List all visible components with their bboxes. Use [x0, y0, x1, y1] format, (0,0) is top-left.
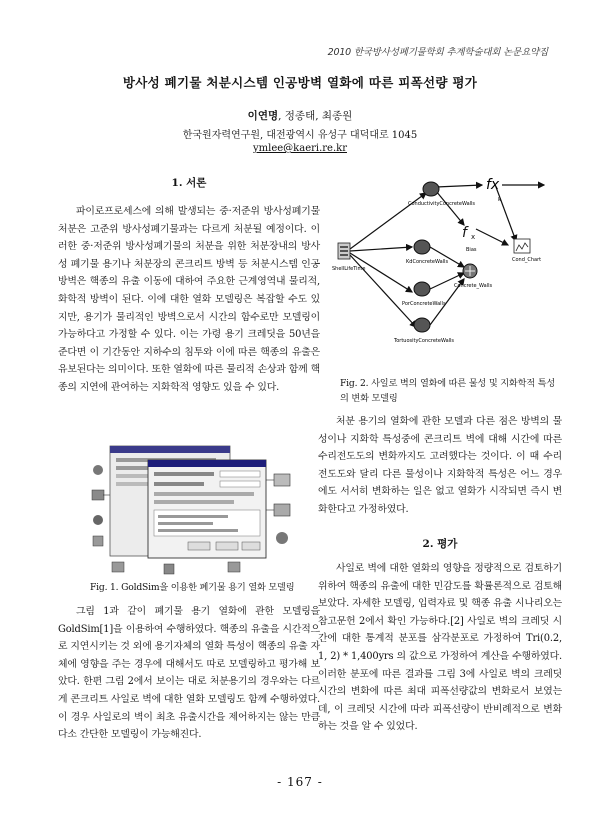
- kd-label: KdConcreteWalls: [406, 259, 449, 265]
- co-authors: , 정종태, 최종원: [278, 110, 353, 122]
- svg-text:x: x: [471, 233, 476, 241]
- running-header: 2010 한국방사성폐기물학회 추계학술대회 논문요약집: [327, 47, 548, 58]
- affiliation: 한국원자력연구원, 대전광역시 유성구 대덕대로 1045: [182, 130, 418, 141]
- figure2-svg: [326, 167, 562, 379]
- section2-heading: 2. 평가: [422, 538, 458, 550]
- figure1-caption: Fig. 1. GoldSim을 이용한 폐기물 용기 열화 모델링: [90, 582, 295, 593]
- paper-title: 방사성 폐기물 처분시스템 인공방벽 열화에 따른 피폭선량 평가: [122, 75, 478, 90]
- section1-continuation: 그림 1과 같이 폐기물 용기 열화에 관한 모델링을 GoldSim[1]을 이용하여 수행하였다. 핵종의 유출을 시간적으로 지연시키는 것 외에 용기자체의 열화 특성이 핵종의 유출 자체에 영향을 주는 경우에 대해서도 따로 모델링하고 평가해 보았다. 한편 그림 2에서 보이는 대로 처분용기의 경우와는 다르게 콘크리트 사일로 벽에 대한 열화 모델링도 함께 수행하였다. 이 경우 사일로의 벽이 최초 유출시간을 제어하지는 않는 만큼 다소 간단한 모델링이 가능해진다.: [58, 606, 320, 741]
- section2-paragraph: 사일로 벽에 대한 열화의 영향을 정량적으로 검토하기 위하여 핵종의 유출에 대한 민감도를 확률론적으로 검토해 보았다. 자세한 모델링, 입력자료 및 핵종 유출 시나리오는 참고문헌 2에서 확인 가능하다.[2] 사일로 벽의 크레딧 시간에 대한 통계적 분포를 삼각분포로 가정하여 Tri(0.2, 1, 2) * 1,400yrs 의 값으로 가정하여 계산을 수행하였다. 이러한 분포에 따른 결과를 그림 3에 사일로 벽의 크레딧 시간의 변화에 따른 최대 피폭선량값의 변화로서 보였는데, 이 크레딧 시간에 따라 피폭선량이 반비례적으로 변화하는 것을 알 수 있었다.: [318, 563, 562, 733]
- shell-lifetime-label: ShellLifeTime: [332, 266, 366, 272]
- right-paragraph-1: 처분 용기의 열화에 관한 모델과 다른 점은 방벽의 물성이나 지화학 특성중에 콘크리트 벽에 대해 시간에 따른 수리전도도의 변화까지도 고려했다는 것이다. 이 때 수리 전도도와 달리 다른 물성이나 지화학적 특성은 어느 경우에도 서서히 변화하는 일은 없고 열화가 시작되면 즉시 변화한다고 가정하였다.: [318, 416, 562, 515]
- page-number: - 167 -: [277, 775, 323, 789]
- figure2-caption: Fig. 2. 사일로 벽의 열화에 따른 물성 및 지화학적 특성의 변화 모델링: [340, 378, 555, 404]
- section1-paragraph: 파이로프로세스에 의해 발생되는 중·저준위 방사성폐기물 처분은 고준위 방사성폐기물과는 다르게 처분될 예정이다. 이러한 중·저준위 방사성폐기물의 처분을 위한 처분장내의 방사성 폐기물 용기나 처분장의 콘크리트 방벽 등 처분시스템 인공방벽은 핵종의 유출 이동에 대하여 주요한 근계영역내 물리적, 화학적 방벽이 된다. 이에 대한 열화 모델링은 복잡할 수도 있지만, 용기가 물리적인 방벽으로서 시간의 함수로만 모델링이 가능하다고 가정할 수 있다. 이는 가령 용기 크레딧을 50년을 준다면 이 기간동안 지하수의 침투와 이에 따른 핵종의 유출은 유보된다는 의미이다. 또한 열화에 따른 물리적 손상과 함께 핵종의 지연에 관여하는 지화학적 영향도 있을 수 있다.: [58, 206, 320, 393]
- figure2-diagram: [326, 167, 562, 379]
- concrete-walls-label: Concrete_Walls: [454, 283, 493, 289]
- svg-text:f: f: [462, 225, 467, 241]
- figure1-svg: [88, 440, 300, 580]
- cond-chart-label: Cond_Chart: [512, 257, 542, 263]
- porosity-label: PorConcreteWalls: [402, 301, 446, 307]
- tortuosity-label: TortuosityConcreteWalls: [394, 338, 455, 344]
- bias-label: Bias: [466, 247, 477, 253]
- figure1-image: [88, 440, 300, 580]
- k-label: k: [498, 197, 501, 203]
- section1-heading: 1. 서론: [171, 177, 207, 189]
- first-author: 이연명: [247, 110, 279, 122]
- email[interactable]: ymlee@kaeri.re.kr: [253, 143, 347, 154]
- conductivity-label: ConductivityConcreteWalls: [408, 201, 476, 207]
- fx-top-icon: fx: [486, 177, 500, 193]
- authors: [0, 108, 600, 123]
